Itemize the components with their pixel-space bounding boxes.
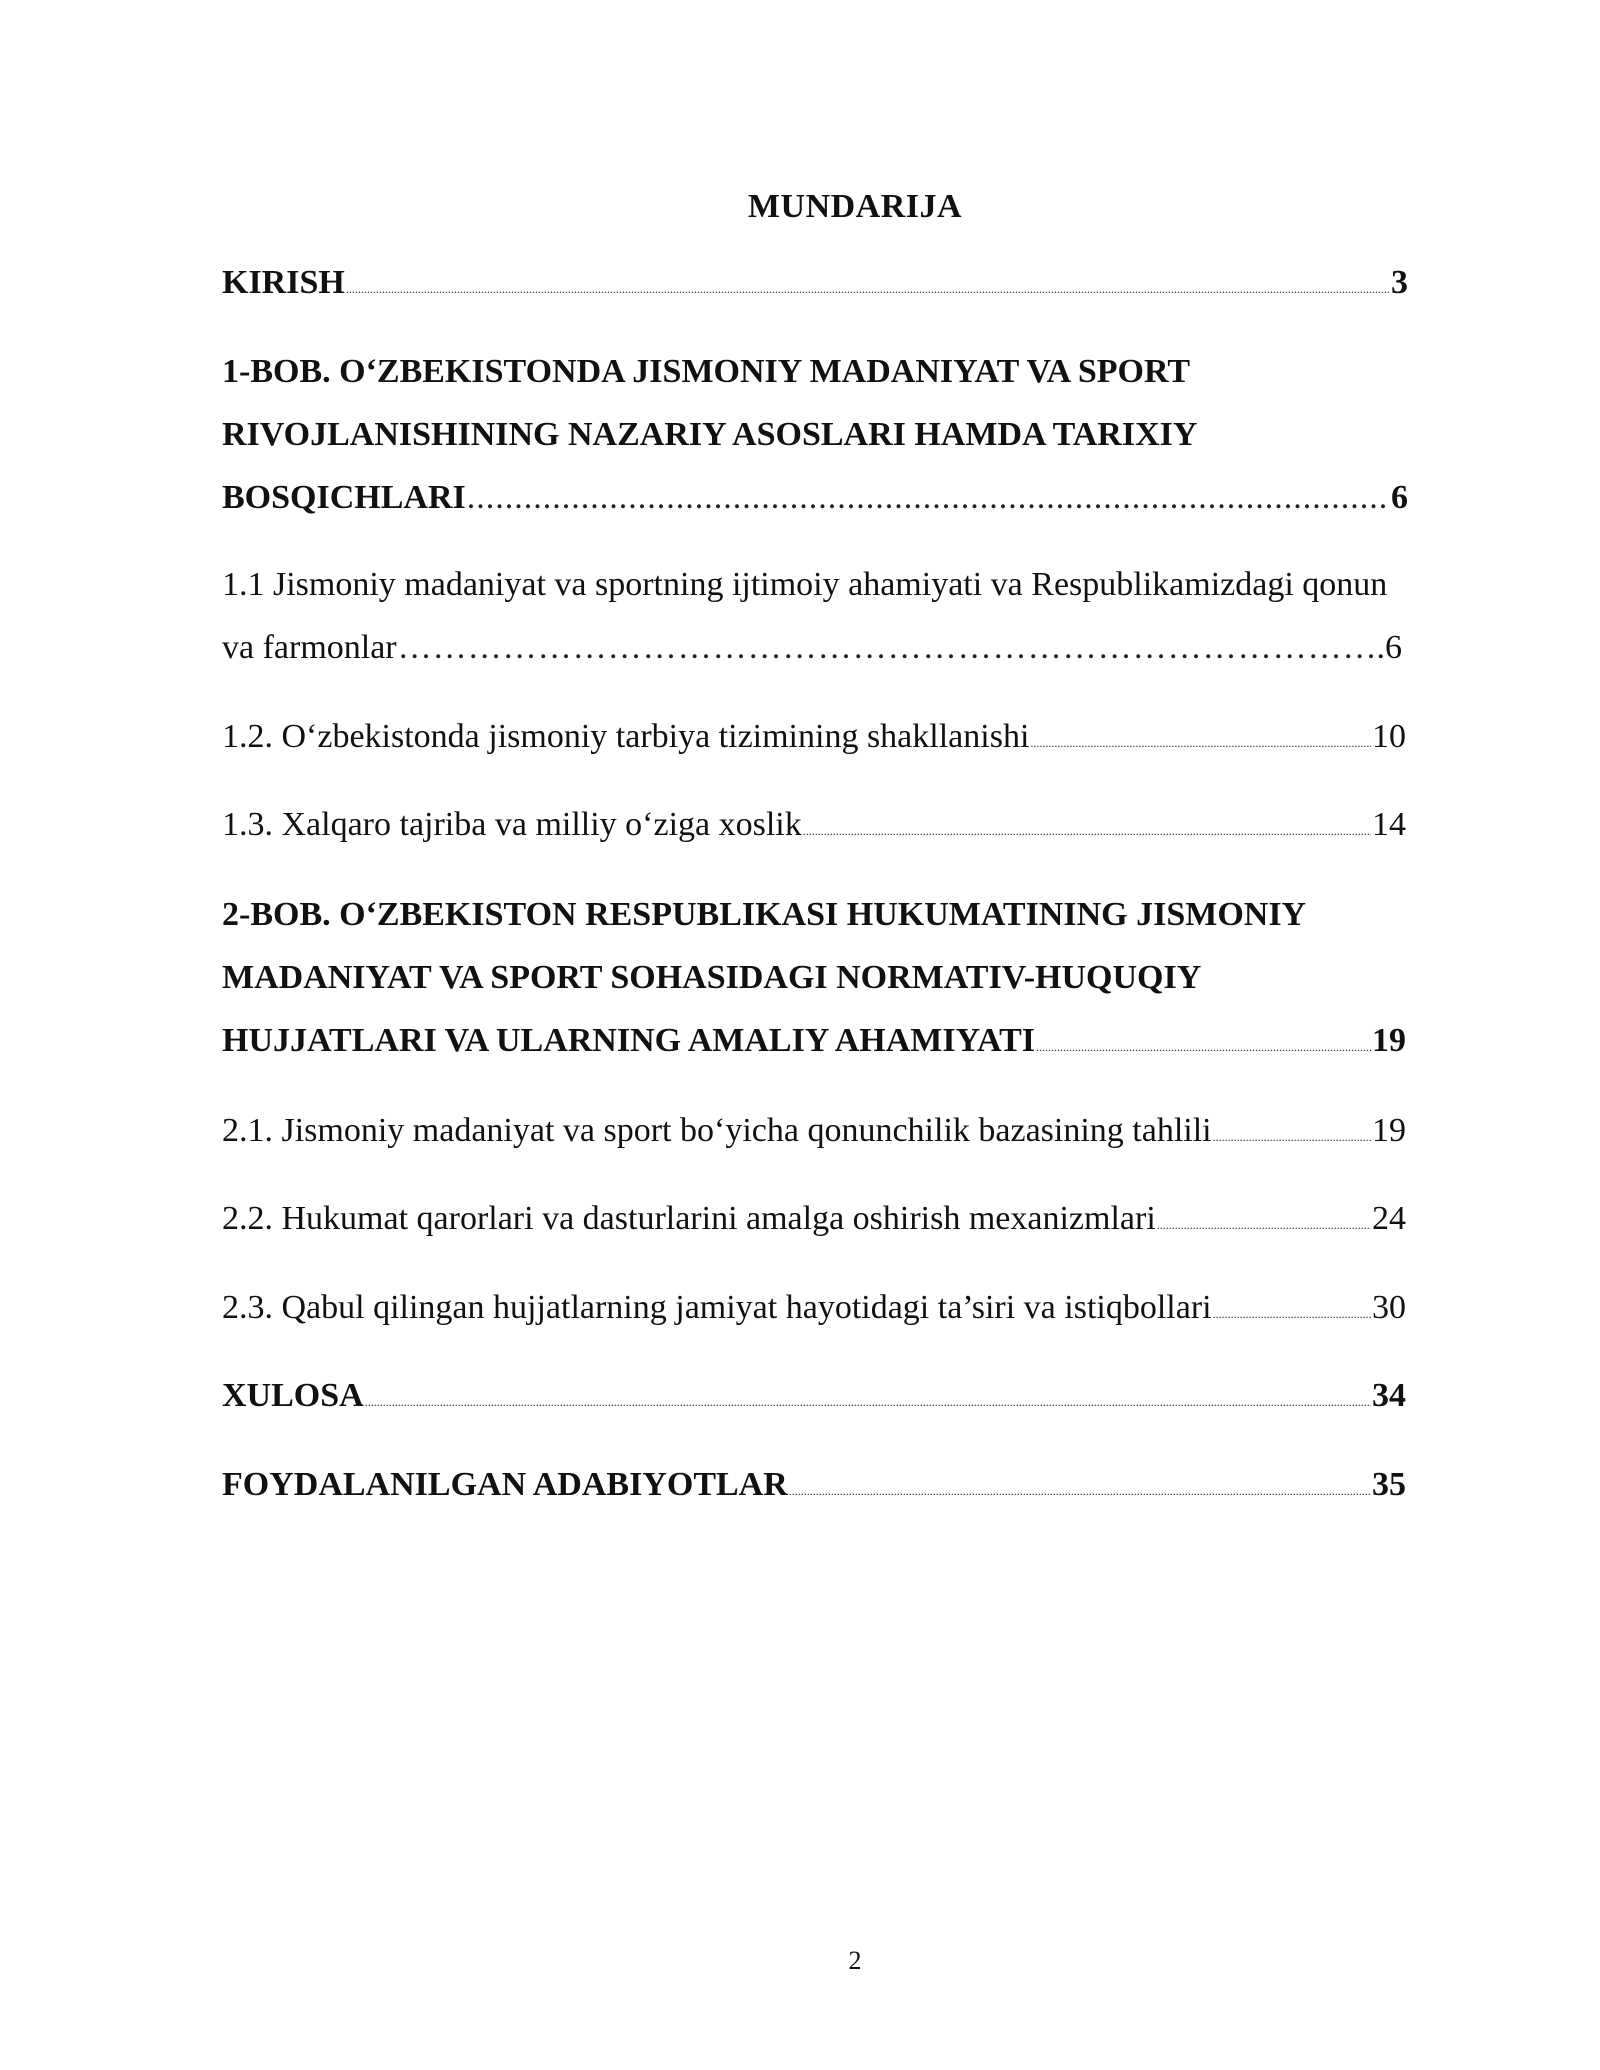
- page-number: 2: [848, 1946, 862, 1975]
- dot-leader: [1036, 1016, 1371, 1079]
- dot-leader: [1213, 1106, 1371, 1169]
- toc-entry-label: 2.1. Jismoniy madaniyat va sport bo‘yicha qonunchilik bazasining tahlili: [222, 1112, 1212, 1149]
- toc-entry-label-line1: 1.1 Jismoniy madaniyat va sportning ijtimoiy ahamiyati va Respublikamizdagi qonun: [222, 566, 1388, 603]
- toc-entry-label: 2.3. Qabul qilingan hujjatlarning jamiyat hayotidagi ta’siri va istiqbollari: [222, 1289, 1212, 1326]
- dot-leader: [1030, 712, 1371, 775]
- toc-entry-section-2-1[interactable]: [222, 1099, 1406, 1169]
- toc-entry-label: FOYDALANILGAN ADABIYOTLAR: [222, 1466, 788, 1503]
- toc-entry-label-line1: 1-BOB. O‘ZBEKISTONDA JISMONIY MADANIYAT VA SPORT: [222, 353, 1191, 390]
- dot-leader: [346, 258, 1390, 321]
- toc-title: MUNDARIJA: [747, 188, 963, 225]
- toc-page-number: 34: [1372, 1377, 1406, 1414]
- toc-entry-section-2-3[interactable]: [222, 1276, 1406, 1346]
- toc-entry-chapter-1[interactable]: [222, 340, 1406, 529]
- toc-page-number: 30: [1372, 1289, 1406, 1326]
- toc-page-number: 14: [1372, 806, 1406, 843]
- toc-entry-label-line1: 2-BOB. O‘ZBEKISTON RESPUBLIKASI HUKUMATINING JISMONIY: [222, 896, 1307, 933]
- toc-entry-label-line2: MADANIYAT VA SPORT SOHASIDAGI NORMATIV-HUQUQIY: [222, 959, 1202, 996]
- toc-page-number: 10: [1372, 718, 1406, 755]
- toc-entry-chapter-2[interactable]: [222, 883, 1406, 1079]
- toc-page-number: 19: [1372, 1112, 1406, 1149]
- toc-entry-label-line3: BOSQICHLARI: [222, 479, 466, 516]
- toc-entry-xulosa[interactable]: [222, 1364, 1406, 1434]
- toc-entry-references[interactable]: [222, 1453, 1406, 1523]
- toc-page-number: 19: [1372, 1022, 1406, 1059]
- dot-leader: [803, 800, 1371, 863]
- toc-entry-label: 2.2. Hukumat qarorlari va dasturlarini amalga oshirish mexanizmlari: [222, 1200, 1156, 1237]
- toc-page-number: 24: [1372, 1200, 1406, 1237]
- toc-entry-label-line3: HUJJATLARI VA ULARNING AMALIY AHAMIYATI: [222, 1022, 1035, 1059]
- toc-entry-label-line2: va farmonlar: [222, 629, 397, 666]
- toc-page-number: 35: [1372, 1466, 1406, 1503]
- toc-entry-label: 1.2. O‘zbekistonda jismoniy tarbiya tizimining shakllanishi: [222, 718, 1030, 755]
- dot-leader: [365, 1371, 1371, 1434]
- toc-page-number: .6: [1376, 629, 1402, 666]
- dot-leader: [1157, 1194, 1371, 1257]
- toc-entry-kirish[interactable]: [222, 251, 1406, 321]
- toc-page-number: 6: [1391, 479, 1408, 516]
- dot-leader: [398, 616, 1376, 679]
- toc-entry-label: KIRISH: [222, 264, 345, 301]
- toc-page-number: 3: [1391, 264, 1408, 301]
- toc-entry-label: 1.3. Xalqaro tajriba va milliy o‘ziga xoslik: [222, 806, 802, 843]
- dot-leader: [1213, 1283, 1371, 1346]
- toc-entry-section-1-2[interactable]: [222, 705, 1406, 775]
- dot-leader: [467, 466, 1390, 529]
- toc-entry-section-2-2[interactable]: [222, 1187, 1406, 1257]
- dot-leader: [789, 1460, 1371, 1523]
- toc-entry-label-line2: RIVOJLANISHINING NAZARIY ASOSLARI HAMDA TARIXIY: [222, 416, 1198, 453]
- toc-entry-section-1-3[interactable]: [222, 793, 1406, 863]
- toc-entry-label: XULOSA: [222, 1377, 364, 1414]
- toc-entry-section-1-1[interactable]: [222, 553, 1492, 679]
